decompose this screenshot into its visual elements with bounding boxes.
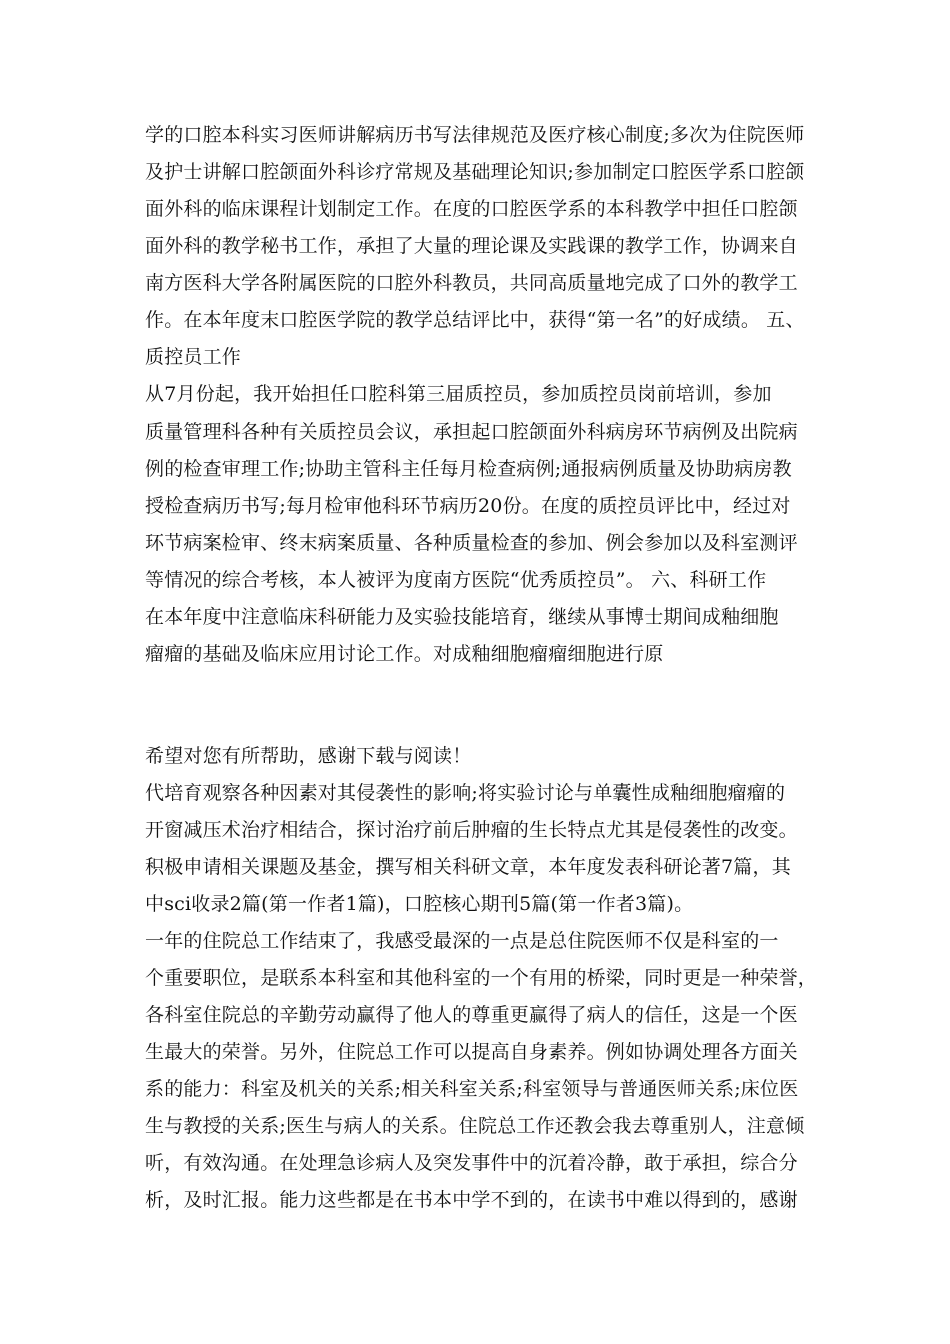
paragraph-line: 学的口腔本科实习医师讲解病历书写法律规范及医疗核心制度;多次为住院医师 (145, 124, 805, 146)
thanks-line: 希望对您有所帮助，感谢下载与阅读！ (145, 745, 472, 767)
paragraph-line: 析，及时汇报。能力这些都是在书本中学不到的，在读书中难以得到的，感谢 (145, 1189, 798, 1211)
paragraph-line: 质量管理科各种有关质控员会议，承担起口腔颌面外科病房环节病例及出院病 (145, 421, 798, 443)
paragraph-line: 例的检查审理工作;协助主管科主任每月检查病例;通报病例质量及协助病房教 (145, 458, 792, 480)
paragraph-line: 环节病案检审、终末病案质量、各种质量检查的参加、例会参加以及科室测评 (145, 532, 798, 554)
paragraph-line: 中sci收录2篇(第一作者1篇)，口腔核心期刊5篇(第一作者3篇)。 (145, 893, 694, 915)
section-heading: 质控员工作 (145, 346, 242, 368)
paragraph-line: 生最大的荣誉。另外，住院总工作可以提高自身素养。例如协调处理各方面关 (145, 1041, 798, 1063)
paragraph-line: 各科室住院总的辛勤劳动赢得了他人的尊重更赢得了病人的信任，这是一个医 (145, 1004, 798, 1026)
paragraph-line: 听，有效沟通。在处理急诊病人及突发事件中的沉着冷静，敢于承担，综合分 (145, 1152, 798, 1174)
paragraph-line: 授检查病历书写;每月检审他科环节病历20份。在度的质控员评比中，经过对 (145, 495, 791, 517)
paragraph-line: 南方医科大学各附属医院的口腔外科教员，共同高质量地完成了口外的教学工 (145, 272, 798, 294)
paragraph-line: 代培育观察各种因素对其侵袭性的影响;将实验讨论与单囊性成釉细胞瘤瘤的 (145, 782, 786, 804)
paragraph-line: 系的能力：科室及机关的关系;相关科室关系;科室领导与普通医师关系;床位医 (145, 1078, 799, 1100)
paragraph-line: 面外科的教学秘书工作，承担了大量的理论课及实践课的教学工作，协调来自 (145, 235, 798, 257)
paragraph-line: 面外科的临床课程计划制定工作。在度的口腔医学系的本科教学中担任口腔颌 (145, 198, 798, 220)
paragraph-line: 积极申请相关课题及基金，撰写相关科研文章，本年度发表科研论著7篇，其 (145, 856, 791, 878)
paragraph-line: 从7月份起，我开始担任口腔科第三届质控员，参加质控员岗前培训，参加 (145, 383, 772, 405)
paragraph-line: 作。在本年度末口腔医学院的教学总结评比中，获得“第一名”的好成绩。 五、 (145, 309, 805, 331)
paragraph-line: 开窗减压术治疗相结合，探讨治疗前后肿瘤的生长特点尤其是侵袭性的改变。 (145, 819, 798, 841)
paragraph-line: 等情况的综合考核，本人被评为度南方医院“优秀质控员”。 六、科研工作 (145, 569, 767, 591)
paragraph-line: 及护士讲解口腔颌面外科诊疗常规及基础理论知识;参加制定口腔医学系口腔颌 (145, 161, 805, 183)
paragraph-line: 个重要职位，是联系本科室和其他科室的一个有用的桥梁，同时更是一种荣誉， (145, 967, 818, 989)
paragraph-line: 生与教授的关系;医生与病人的关系。住院总工作还教会我去尊重别人，注意倾 (145, 1115, 805, 1137)
paragraph-line: 一年的住院总工作结束了，我感受最深的一点是总住院医师不仅是科室的一 (145, 930, 779, 952)
paragraph-line: 瘤瘤的基础及临床应用讨论工作。对成釉细胞瘤瘤细胞进行原 (145, 643, 664, 665)
paragraph-line: 在本年度中注意临床科研能力及实验技能培育，继续从事博士期间成釉细胞 (145, 606, 779, 628)
